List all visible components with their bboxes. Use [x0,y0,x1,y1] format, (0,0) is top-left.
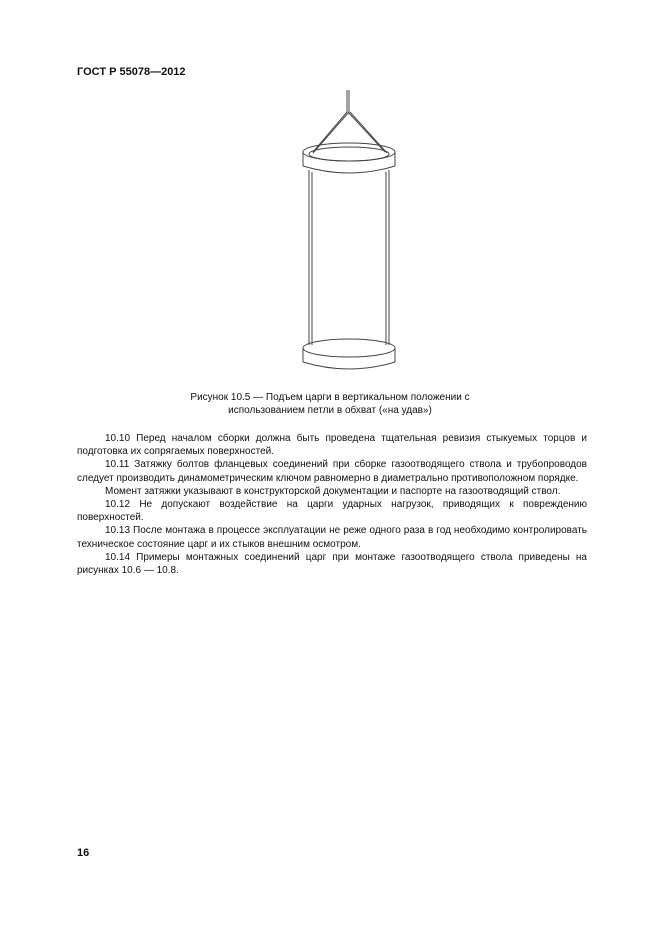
figure-cylinder-lift-drawing [295,90,405,380]
paragraph-10-10: 10.10 Перед началом сборки должна быть проведена тщательная ревизия стыкуемых торцов и подготовка их сопрягаемых поверхностей. [77,433,587,458]
paragraph-10-13: 10.13 После монтажа в процессе эксплуатации не реже одного раза в год необходимо контролировать техническое состояние царг и их стыков внешним осмотром. [77,525,587,550]
paragraph-10-14: 10.14 Примеры монтажных соединений царг при монтаже газоотводящего ствола приведены на рисунках 10.6 — 10.8. [77,551,587,577]
figure-caption [150,391,510,417]
page-number: 16 [77,847,90,859]
figure-caption-line-2: использованием петли в обхват («на удав») [228,405,432,416]
document-code: ГОСТ Р 55078—2012 [77,66,186,78]
figure-caption-line-1: Рисунок 10.5 — Подъем царги в вертикальном положении с [190,392,470,403]
paragraph-10-11: 10.11 Затяжку болтов фланцевых соединений при сборке газоотводящего ствола и трубопроводов следует производить динамометрическим ключом равномерно в диаметрально противоположном порядке. [77,459,587,484]
paragraph-tightening-torque: Момент затяжки указывают в конструкторской документации и паспорте на газоотводящий ствол. [105,485,561,497]
body-text [77,432,587,577]
paragraph-10-12: 10.12 Не допускают воздействие на царги ударных нагрузок, приводящих к повреждению поверхностей. [77,499,587,524]
